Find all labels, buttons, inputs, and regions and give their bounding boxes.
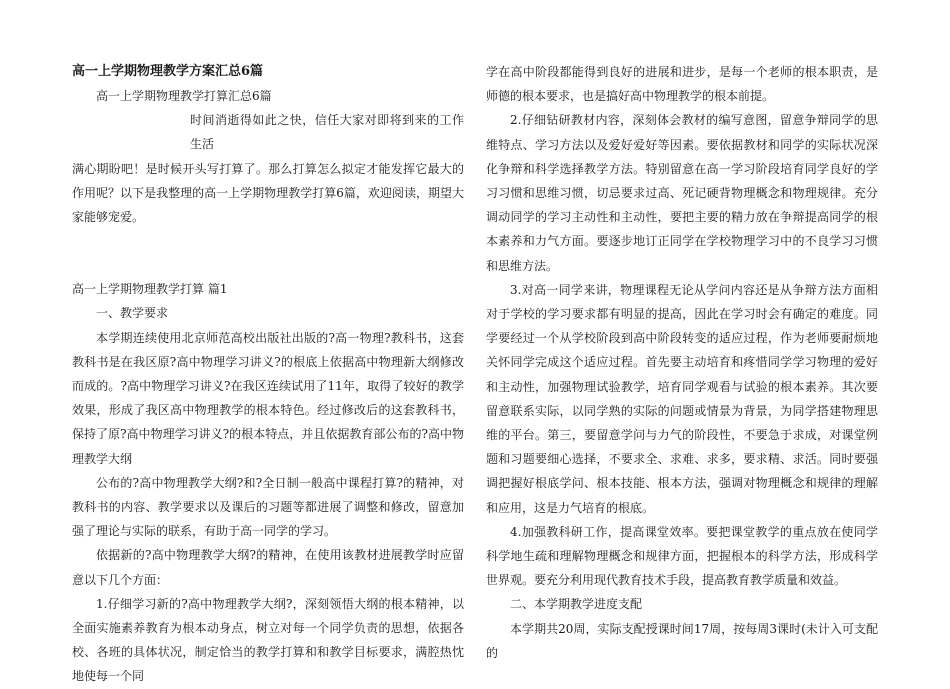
intro-line-1: 时间消逝得如此之快，信任大家对即将到来的工作生活 (190, 113, 464, 152)
heading-teaching-requirements: 一、教学要求 (96, 306, 169, 321)
paragraph-2: 公布的?高中物理教学大纲?和?全日制一般高中课程打算?的精神，对教科书的内容、教学要求以及课后的习题等都进展了调整和修改，留意加强了理论与实际的联系，有助于高一同学的学习。 (72, 475, 464, 539)
heading-schedule: 二、本学期教学进度支配 (510, 597, 643, 612)
right-column (486, 60, 878, 665)
paragraph-4: 1.仔细学习新的?高中物理教学大纲?，深刻领悟大纲的根本精神，以全面实施素养教育为根本动身点，树立对每一个同学负责的思想，依据各校、各班的具体状况，制定恰当的教学打算和和教学目标要求，满腔热忱地使每一个同 (72, 596, 464, 684)
right-paragraph-1: 学在高中阶段都能得到良好的进展和进步，是每一个老师的根本职责，是师德的根本要求，也是搞好高中物理教学的根本前提。 (486, 65, 878, 104)
paragraph-3: 依据新的?高中物理教学大纲?的精神，在使用该教材进展教学时应留意以下几个方面： (72, 548, 464, 587)
document-subtitle: 高一上学期物理教学打算汇总6篇 (96, 89, 272, 103)
intro-paragraph: 满心期盼吧！是时候开头写打算了。那么打算怎么拟定才能发挥它最大的作用呢？以下是我整理的高一上学期物理教学打算6篇，欢迎阅读，期望大家能够宠爱。 (72, 161, 464, 225)
right-paragraph-2: 2.仔细钻研教材内容，深刻体会教材的编写意图，留意争辩同学的思维特点、学习方法以及爱好爱好等因素。要依据教材和同学的实际状况深化争辩和科学选择教学方法。特别留意在高一学习阶段培育同学良好的学习习惯和思维习惯，切忌要求过高、死记硬背物理概念和物理规律。充分调动同学的学习主动性和主动性，要把主要的精力放在争辩提高同学的根本素养和力气方面。要逐步地订正同学在学校物理学习中的不良学习习惯和思维方法。 (486, 113, 878, 273)
document-title: 高一上学期物理教学方案汇总6篇 (72, 64, 264, 79)
right-paragraph-5: 本学期共20周，实际支配授课时间17周，按每周3课时(未计入可支配的 (486, 621, 878, 660)
blank-space (72, 229, 464, 277)
section-title: 高一上学期物理教学打算 篇1 (72, 282, 228, 297)
right-paragraph-3: 3.对高一同学来讲，物理课程无论从学问内容还是从争辩方法方面相对于学校的学习要求都有明显的提高，因此在学习时会有确定的难度。同学要经过一个从学校阶段到高中阶段转变的适应过程，作为老师要耐烦地关怀同学完成这个适应过程。首先要主动培育和疼惜同学学习物理的爱好和主动性，加强物理试验教学，培育同学观看与试验的根本素养。其次要留意联系实际，以同学熟的实际的问题或情景为背景，为同学搭建物理思维的平台。第三，要留意学问与力气的阶段性，不要急于求成，对课堂例题和习题要细心选择，不要求全、求难、求多，要求精、求活。同时要强调把握好根底学问、根本技能、根本方法，强调对物理概念和规律的理解和应用，这是力气培育的根底。 (486, 282, 878, 515)
paragraph-1: 本学期连续使用北京师范高校出版社出版的?高一物理?教科书，这套教科书是在我区原?高中物理学习讲义?的根底上依据高中物理新大纲修改而成的。?高中物理学习讲义?在我区连续试用了11年，取得了较好的教学效果，形成了我区高中物理教学的根本特色。经过修改后的这套教科书，保持了原?高中物理学习讲义?的根本特点，并且依据教育部公布的?高中物理教学大纲 (72, 330, 464, 466)
left-column (72, 60, 464, 689)
right-paragraph-4: 4.加强教科研工作，提高课堂效率。要把课堂教学的重点放在使同学科学地生疏和理解物理概念和规律方面，把握根本的科学方法，形成科学世界观。要充分利用现代教育技术手段，提高教育教学质量和效益。 (486, 524, 878, 588)
